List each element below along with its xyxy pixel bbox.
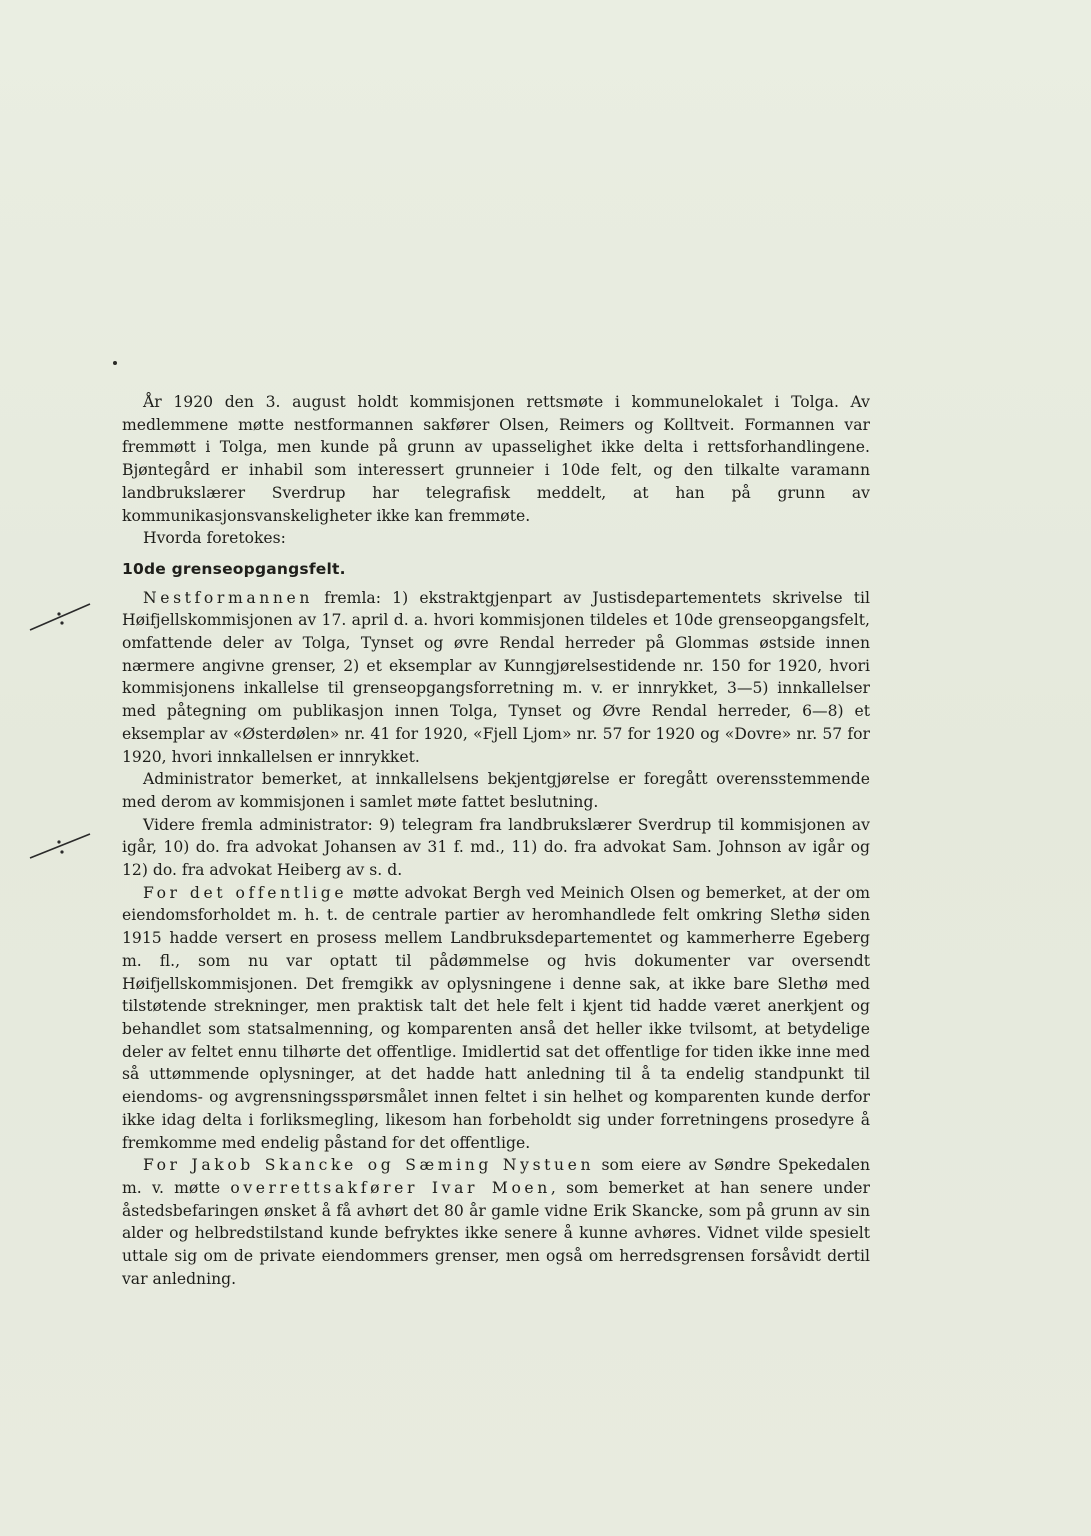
paragraph-text: fremla: 1) ekstraktgjenpart av Justisdepartementets skrivelse til Høifjellskommisjonen av 17. april d. a. hvori kommisjonen tildeles et 10de grenseopgangsfelt, omfattende deler av Tolga, Tynset og øvre Rendal herreder på Glommas østside innen nærmere angivne grenser, 2) et eksemplar av Kunngjørelsestidende nr. 150 for 1920, hvori kommisjonens inkallelse til grenseopgangsforretning m. v. er innrykket, 3—5) innkallelser med påtegning om publikasjon innen Tolga, Tynset og Øvre Rendal herreder, 6—8) et eksemplar av «Østerdølen» nr. 41 for 1920, «Fjell Ljom» nr. 57 for 1920 og «Dovre» nr. 57 for 1920, hvori innkallelsen er innrykket.	[122, 588, 870, 766]
document-body	[122, 391, 870, 1290]
paragraph-nestformannen	[122, 587, 870, 769]
paragraph-text: møtte advokat Bergh ved Meinich Olsen og bemerket, at der om eiendomsforholdet m. h. t. de centrale partier av heromhandlede felt omkring Slethø siden 1915 hadde versert en prosess mellem Landbruksdepartementet og kammerherre Egeberg m. fl., som nu var optatt til pådømmelse og hvis dokumenter var oversendt Høifjellskommisjonen. Det fremgikk av oplysningene i denne sak, at ikke bare Slethø med tilstøtende strekninger, men praktisk talt det hele felt i kjent tid hadde været anerkjent og behandlet som statsalmenning, og komparenten anså det heller ikke tvilsomt, at betydelige deler av feltet ennu tilhørte det offentlige. Imidlertid sat det offentlige for tiden ikke inne med så uttømmende oplysninger, at det hadde hatt anledning til å ta endelig standpunkt til eiendoms- og avgrensningsspørsmålet innen feltet i sin helhet og komparenten kunde derfor ikke idag delta i forliksmegling, likesom han forbeholdt sig under forretningens prosedyre å fremkomme med endelig påstand for det offentlige.	[122, 883, 870, 1152]
spaced-name: overrettsakfører Ivar Moen	[230, 1178, 551, 1197]
paragraph-proceedings: Hvorda foretokes:	[143, 529, 286, 548]
spaced-name: For Jakob Skancke og Sæming Nystuen	[143, 1156, 595, 1175]
paragraph-offentlige	[122, 882, 870, 1154]
spaced-name: Nestformannen	[143, 588, 313, 607]
margin-pencil-mark-1	[26, 598, 98, 638]
paragraph-telegrams: Videre fremla administrator: 9) telegram fra landbrukslærer Sverdrup til kommisjonen av igår, 10) do. fra advokat Johansen av 31 f. md., 11) do. fra advokat Sam. Johnson av igår og 12) do. fra advokat Heiberg av s. d.	[122, 815, 870, 880]
paragraph-meeting-intro: År 1920 den 3. august holdt kommisjonen rettsmøte i kommunelokalet i Tolga. Av medlemmene møtte nestformannen sakfører Olsen, Reimers og Kolltveit. Formannen var fremmøtt i Tolga, men kunde på grunn av upasselighet ikke delta i rettsforhandlingene. Bjøntegård er inhabil som interessert grunneier i 10de felt, og den tilkalte varamann landbrukslærer Sverdrup har telegrafisk meddelt, at han på grunn av kommunikasjonsvanskeligheter ikke kan fremmøte.	[122, 393, 870, 525]
spaced-name: For det offentlige	[143, 883, 348, 902]
margin-pencil-mark-2	[26, 828, 98, 868]
section-heading: 10de grenseopgangsfelt.	[122, 559, 346, 578]
paragraph-skancke	[122, 1154, 870, 1290]
paragraph-text: som eiere av Søndre Spekedalen m. v. møtte	[122, 1156, 870, 1197]
ink-dot	[113, 361, 117, 365]
paragraph-text: , som bemerket at han senere under åstedsbefaringen ønsket å få avhørt det 80 år gamle vidne Erik Skancke, som på grunn av sin alder og helbredstilstand kunde befryktes ikke senere å kunne avhøres. Vidnet vilde spesielt uttale sig om de private eiendommers grenser, men også om herredsgrensen forsåvidt dertil var anledning.	[122, 1178, 870, 1288]
paragraph-administrator: Administrator bemerket, at innkallelsens bekjentgjørelse er foregått overensstemmende med derom av kommisjonen i samlet møte fattet beslutning.	[122, 770, 870, 811]
